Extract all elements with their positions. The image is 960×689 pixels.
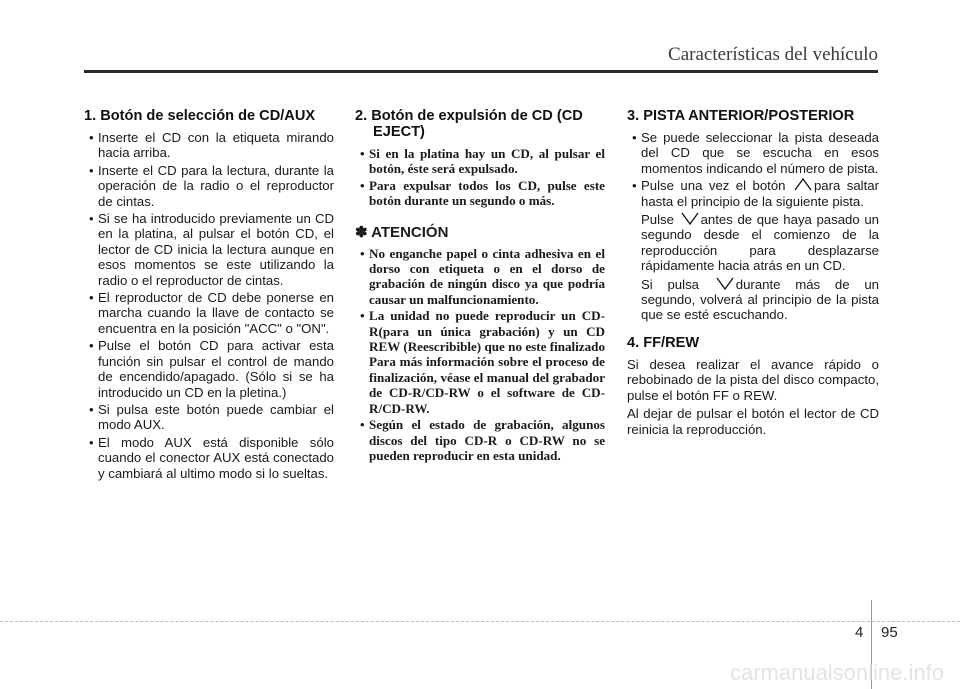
page-number: 95 [881,624,898,641]
list-item: • Pulse una vez el botón para saltar hasta el principio de la siguiente pista. [627,178,879,209]
list-item: • El modo AUX está disponible sólo cuando el conector AUX está conectado y cambiará al ultimo modo si lo sueltas. [84,435,334,481]
list-item: • Si pulsa este botón puede cambiar el modo AUX. [84,402,334,433]
list-item: • Según el estado de grabación, algunos discos del tipo CD-R o CD-RW no se pueden reproducir en esta unidad. [355,417,605,463]
heading-track: 3. PISTA ANTERIOR/POSTERIOR [627,108,855,124]
ff-rew-paragraph: Al dejar de pulsar el botón el lector de CD reinicia la reproducción. [627,406,879,437]
list-item: • Inserte el CD con la etiqueta mirando hacia arriba. [84,130,334,161]
cd-aux-list [84,130,334,481]
list-item: • Si se ha introducido previamente un CD en la platina, al pulsar el botón CD, el lector de CD inicia la lectura aunque en esos momentos se este utilizando la radio o el reproductor de cintas. [84,211,334,288]
section-title: Características del vehículo [668,44,878,65]
column-cd-eject [355,108,605,464]
footer-divider [0,621,960,622]
column-track [627,108,879,440]
list-item: • No enganche papel o cinta adhesiva en el dorso con etiqueta o en el dorso de grabación de ningún disco ya que podría causar un malfuncionamiento. [355,246,605,308]
heading-cd-aux: 1. Botón de selección de CD/AUX [84,108,316,124]
list-item: • Para expulsar todos los CD, pulse este botón durante un segundo o más. [355,178,605,209]
list-item: • Se puede seleccionar la pista deseada del CD que se escucha en esos momentos indicando el número de pista. [627,130,879,176]
heading-ff-rew: 4. FF/REW [627,334,700,351]
list-item: • Si en la platina hay un CD, al pulsar el botón, éste será expulsado. [355,146,605,177]
track-down-note: Pulse antes de que haya pasado un segundo desde el comienzo de la reproducción para desplazarse rápidamente hacia atrás en un CD. [641,212,879,274]
ff-rew-paragraph: Si desea realizar el avance rápido o rebobinado de la pista del disco compacto, pulse el botón FF o REW. [627,356,879,403]
cd-eject-list [355,146,605,209]
caution-list [355,246,605,464]
track-down-icon [714,277,736,290]
track-down-hold-note: Si pulsa durante más de un segundo, volverá al principio de la pista que se esté escuchando. [641,276,879,323]
chapter-number: 4 [855,624,864,641]
heading-cd-eject: 2. Botón de expulsión de CD (CD EJECT) [355,108,583,140]
list-item: • El reproductor de CD debe ponerse en marcha cuando la llave de contacto se encuentra en la posición "ACC" o "ON". [84,290,334,336]
track-down-icon [679,212,701,225]
track-up-icon [792,178,814,191]
column-cd-aux [84,108,334,483]
track-list [627,130,879,209]
header-divider [84,70,878,73]
list-item: • La unidad no puede reproducir un CD-R(para un única grabación) y un CD REW (Reescribible) que no este finalizado Para más información sobre el proceso de finalización, véase el manual del grabador de CD-R/CD-RW o el software de CD-R/CD-RW. [355,308,605,416]
watermark: carmanualsonline.info [729,660,944,685]
caution-heading: ✽ ATENCIÓN [355,223,449,241]
list-item: • Pulse el botón CD para activar esta función sin pulsar el control de mando de encendido/apagado. (Sólo si se ha introducido un CD en la pletina.) [84,338,334,400]
list-item: • Inserte el CD para la lectura, durante la operación de la radio o el reproductor de cintas. [84,163,334,209]
